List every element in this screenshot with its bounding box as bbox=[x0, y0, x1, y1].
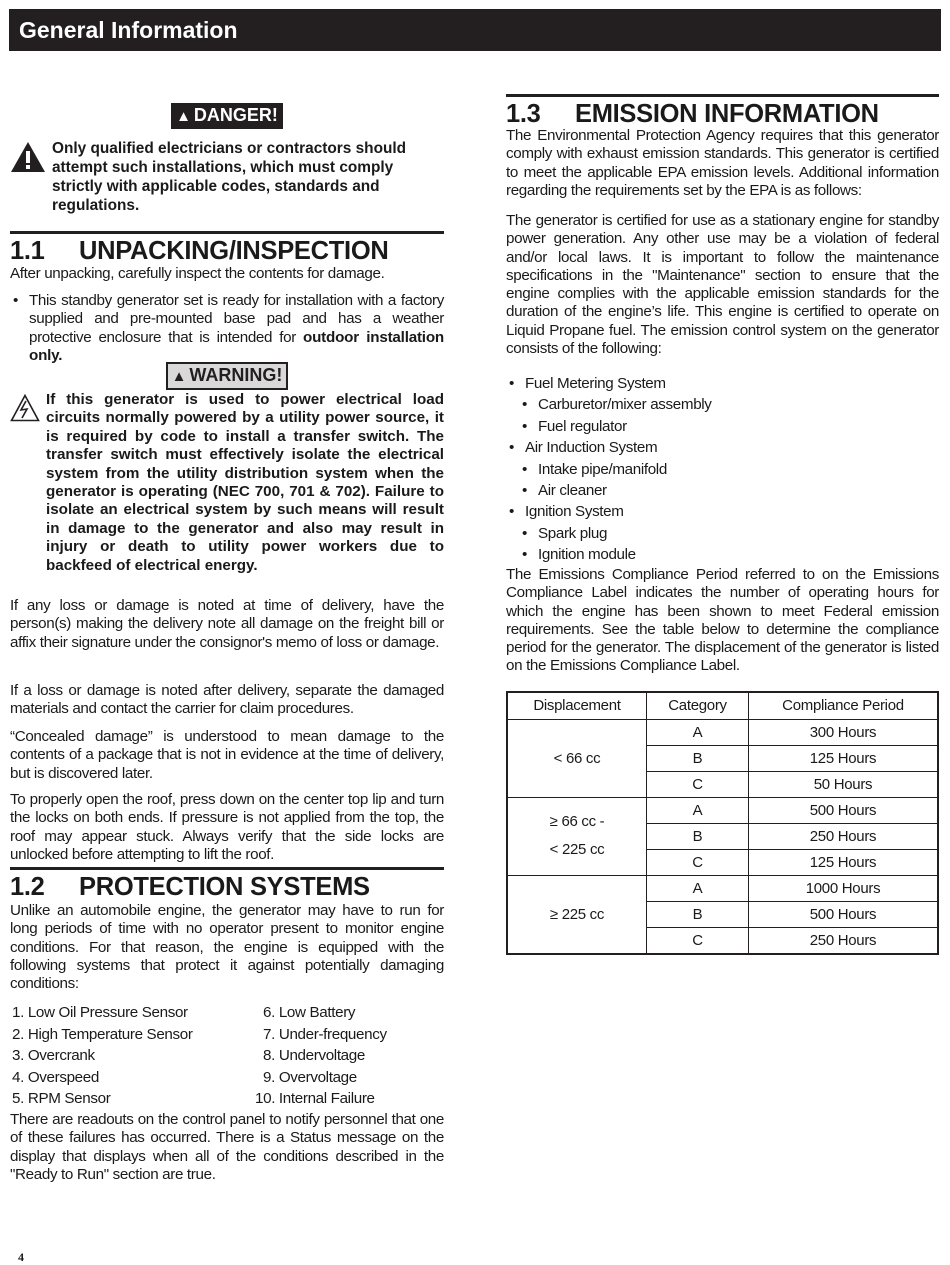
list-item: 6. Low Battery bbox=[263, 1004, 356, 1021]
warning-triangle-icon: ▲ bbox=[176, 108, 191, 125]
list-item: 4. Overspeed bbox=[12, 1068, 99, 1086]
list-item: 9. Overvoltage bbox=[263, 1068, 357, 1086]
paragraph: The generator is certified for use as a stationary engine for standby power generation. Any other use may be a violation of federal and/or local laws. It is important to follow the maintenance specifications in the "Maintenance" section to ensure that the engine complies with the applicable emission standards for the duration of the engine’s life. This engine is certified to operate on Liquid Propane fuel. The emission control system on the generator consists of the following: bbox=[506, 212, 939, 358]
page-header: General Information bbox=[9, 9, 941, 51]
table-cell: 500 Hours bbox=[749, 797, 939, 823]
table-cell: A bbox=[647, 719, 749, 745]
table-cell: < 66 cc bbox=[507, 719, 647, 797]
paragraph: The Environmental Protection Agency requires that this generator comply with exhaust emission standards. This generator is certified to meet the applicable EPA emission levels. Additional information regarding the requirements set by the EPA is as follows: bbox=[506, 127, 939, 199]
paragraph: If any loss or damage is noted at time of delivery, have the person(s) making the delivery note all damage on the freight bill or affix their signature under the consignor's memo of loss or damage. bbox=[10, 597, 444, 651]
table-row bbox=[507, 719, 938, 745]
warning-triangle-icon: ▲ bbox=[171, 368, 187, 385]
protection-list bbox=[10, 1004, 444, 1114]
danger-text: Only qualified electricians or contractors should attempt such installations, which must comply strictly with applicable codes, standards and regulations. bbox=[52, 140, 407, 214]
warning-label: WARNING! bbox=[189, 365, 283, 385]
column-header: Category bbox=[647, 692, 749, 719]
table-cell: A bbox=[647, 797, 749, 823]
table-cell: 1000 Hours bbox=[749, 875, 939, 901]
danger-label: DANGER! bbox=[193, 105, 278, 125]
warning-sign bbox=[10, 362, 444, 390]
list-item: • Ignition module bbox=[506, 544, 939, 565]
table-cell: A bbox=[647, 875, 749, 901]
section-title-1-2: 1.2 PROTECTION SYSTEMS bbox=[10, 873, 370, 901]
table-cell: C bbox=[647, 849, 749, 875]
list-item: • Fuel Metering System bbox=[506, 373, 939, 394]
table-header-row bbox=[507, 692, 938, 719]
protection-outro: There are readouts on the control panel to notify personnel that one of these failures has occurred. There is a Status message on the display that displays when all of the conditions described in the "Ready to Run" section are true. bbox=[10, 1111, 444, 1183]
section-rule bbox=[10, 231, 444, 234]
table-cell: B bbox=[647, 901, 749, 927]
danger-notice bbox=[10, 139, 444, 215]
table-cell: B bbox=[647, 745, 749, 771]
table-cell: 300 Hours bbox=[749, 719, 939, 745]
column-header: Compliance Period bbox=[749, 692, 939, 719]
list-item: • Air Induction System bbox=[506, 437, 939, 458]
list-item: 1. Low Oil Pressure Sensor bbox=[12, 1004, 188, 1021]
list-item: 7. Under-frequency bbox=[263, 1025, 387, 1043]
table-cell: 250 Hours bbox=[749, 927, 939, 954]
danger-triangle-icon bbox=[10, 141, 46, 173]
compliance-table bbox=[506, 691, 939, 955]
section-title-1-1: 1.1 UNPACKING/INSPECTION bbox=[10, 237, 389, 265]
table-cell: C bbox=[647, 771, 749, 797]
list-item: 5. RPM Sensor bbox=[12, 1090, 111, 1107]
list-item: • Ignition System bbox=[506, 501, 939, 522]
list-item: • Carburetor/mixer assembly bbox=[506, 394, 939, 415]
list-item: 10. Internal Failure bbox=[255, 1090, 375, 1107]
paragraph: The Emissions Compliance Period referred to on the Emissions Compliance Label indicates the number of operating hours for which the engine has been shown to meet Federal emission requirements. See the table below to determine the compliance period for the generator. The displacement of the generator is listed on the Emissions Compliance Label. bbox=[506, 566, 939, 675]
danger-sign bbox=[10, 103, 444, 129]
table-cell: 125 Hours bbox=[749, 745, 939, 771]
warning-triangle-icon bbox=[10, 394, 40, 422]
list-item: 2. High Temperature Sensor bbox=[12, 1025, 193, 1043]
emission-systems-list bbox=[506, 373, 939, 566]
warning-notice bbox=[10, 391, 444, 575]
list-item: • Air cleaner bbox=[506, 480, 939, 501]
list-item: • This standby generator set is ready for installation with a factory supplied and pre-mounted base pad and has a weather protective enclosure that is intended for outdoor installation only. bbox=[10, 292, 444, 365]
unpacking-bullet-list bbox=[10, 292, 444, 365]
table-cell: C bbox=[647, 927, 749, 954]
list-item: • Spark plug bbox=[506, 523, 939, 544]
paragraph: To properly open the roof, press down on the center top lip and turn the locks on both ends. If pressure is not applied from the top, the roof may appear stuck. Always verify that the side locks are unlocked before attempting to lift the roof. bbox=[10, 791, 444, 863]
list-item: • Fuel regulator bbox=[506, 416, 939, 437]
section-title-1-3: 1.3 EMISSION INFORMATION bbox=[506, 100, 879, 128]
paragraph: “Concealed damage” is understood to mean damage to the contents of a package that is not in evidence at the time of delivery, but is discovered later. bbox=[10, 728, 444, 782]
section-rule bbox=[10, 867, 444, 870]
table-cell: 50 Hours bbox=[749, 771, 939, 797]
protection-intro: Unlike an automobile engine, the generator may have to run for long periods of time with no operator present to monitor engine conditions. For that reason, the engine is equipped with the following systems that protect it against potentially damaging conditions: bbox=[10, 902, 444, 993]
table-cell: 125 Hours bbox=[749, 849, 939, 875]
table-cell: 500 Hours bbox=[749, 901, 939, 927]
paragraph: If a loss or damage is noted after delivery, separate the damaged materials and contact the carrier for claim procedures. bbox=[10, 682, 444, 718]
page-number: 4 bbox=[18, 1250, 24, 1264]
table-cell: ≥ 225 cc bbox=[507, 875, 647, 954]
list-item: • Intake pipe/manifold bbox=[506, 459, 939, 480]
list-item: 8. Undervoltage bbox=[263, 1047, 365, 1064]
section-rule bbox=[506, 94, 939, 97]
table-row bbox=[507, 797, 938, 823]
unpacking-intro: After unpacking, carefully inspect the contents for damage. bbox=[10, 265, 385, 282]
table-cell: B bbox=[647, 823, 749, 849]
list-item: 3. Overcrank bbox=[12, 1047, 95, 1064]
table-cell: ≥ 66 cc - < 225 cc bbox=[507, 797, 647, 875]
column-header: Displacement bbox=[507, 692, 647, 719]
table-row bbox=[507, 875, 938, 901]
table-cell: 250 Hours bbox=[749, 823, 939, 849]
warning-text: If this generator is used to power electrical load circuits normally powered by a utility power source, it is required by code to install a transfer switch. The transfer switch must effectively isolate the electrical system from the utility distribution system when the generator is operating (NEC 700, 701 & 702). Failure to isolate an electrical system by such means will result in damage to the generator and also may result in injury or death to utility power workers due to backfeed of electrical energy. bbox=[46, 391, 444, 574]
